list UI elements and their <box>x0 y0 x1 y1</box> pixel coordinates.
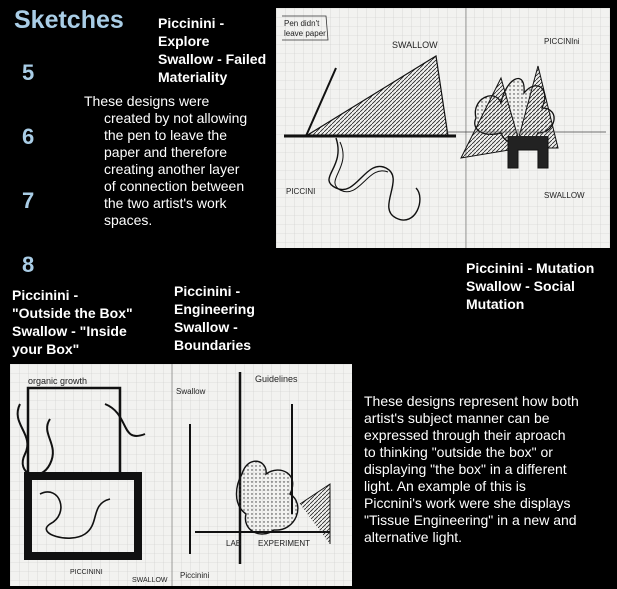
paragraph-line: paper and therefore <box>104 144 227 160</box>
sketch-label: Guidelines <box>255 374 298 384</box>
description-paragraph-2 <box>364 393 614 546</box>
paragraph-line: created by not allowing <box>104 110 248 126</box>
paragraph-line: These designs were <box>84 93 210 109</box>
caption-sketch-6 <box>466 259 594 313</box>
paragraph-line: creating another layer <box>104 161 240 177</box>
sketch-label: PICCINI <box>286 187 316 196</box>
caption-line: Materiality <box>158 69 228 85</box>
caption-sketch-5 <box>158 14 266 86</box>
paragraph-line: "Tissue Engineering" in a new and <box>364 512 577 528</box>
caption-line: Swallow - Social <box>466 278 575 294</box>
caption-line: Engineering <box>174 301 255 317</box>
sketch-drawing-top <box>276 8 610 248</box>
sketch-number-6: 6 <box>22 124 35 149</box>
paragraph-line: of connection between <box>104 178 245 194</box>
paragraph-line: Piccnini's work were she displays <box>364 495 571 511</box>
caption-line: Boundaries <box>174 337 252 353</box>
paragraph-line: light. An example of this is <box>364 478 526 494</box>
paragraph-line: displaying "the box" in a different <box>364 461 567 477</box>
page-title: Sketches <box>14 6 124 34</box>
caption-sketch-7 <box>12 286 133 358</box>
paragraph-line: spaces. <box>104 212 153 228</box>
paragraph-line: alternative light. <box>364 529 463 545</box>
sketch-label: LAB <box>226 539 242 548</box>
paragraph-line: These designs represent how both <box>364 393 579 409</box>
paragraph-line: to thinking "outside the box" or <box>364 444 553 460</box>
caption-line: Swallow - <box>174 319 238 335</box>
description-paragraph-1 <box>84 93 274 229</box>
sketch-label: organic growth <box>28 376 88 386</box>
caption-line: Explore <box>158 33 210 49</box>
paragraph-line: expressed through their aproach <box>364 427 566 443</box>
paragraph-line: the pen to leave the <box>104 127 227 143</box>
caption-line: Piccinini - <box>12 287 79 303</box>
sketch-label: EXPERIMENT <box>258 539 311 548</box>
caption-sketch-8 <box>174 282 255 354</box>
sketch-drawing-bottom <box>10 364 352 586</box>
sketch-label: Piccinini <box>180 571 210 580</box>
sketch-label: SWALLOW <box>392 40 438 50</box>
sketch-image-bottom <box>10 364 352 586</box>
sketch-label: PICCINIni <box>544 37 580 46</box>
sketch-label: SWALLOW <box>132 577 168 584</box>
sketch-number-7: 7 <box>22 188 35 213</box>
caption-line: Swallow - "Inside <box>12 323 127 339</box>
sketch-note: Pen didn't <box>284 19 320 28</box>
sketch-number-8: 8 <box>22 252 35 277</box>
caption-line: Piccinini - <box>174 283 241 299</box>
paragraph-line: artist's subject manner can be <box>364 410 550 426</box>
caption-line: Swallow - Failed <box>158 51 267 67</box>
caption-line: Mutation <box>466 296 525 312</box>
caption-line: your Box" <box>12 341 80 357</box>
caption-line: Piccinini - Mutation <box>466 260 595 276</box>
caption-line: Piccinini - <box>158 15 225 31</box>
sketch-number-5: 5 <box>22 60 35 85</box>
caption-line: "Outside the Box" <box>12 305 133 321</box>
sketch-note: leave paper <box>284 29 326 38</box>
paragraph-line: the two artist's work <box>104 195 227 211</box>
sketch-label: PICCININI <box>70 569 103 576</box>
sketch-image-top <box>276 8 610 248</box>
sketch-label: SWALLOW <box>544 191 585 200</box>
sketch-label: Swallow <box>176 387 206 396</box>
